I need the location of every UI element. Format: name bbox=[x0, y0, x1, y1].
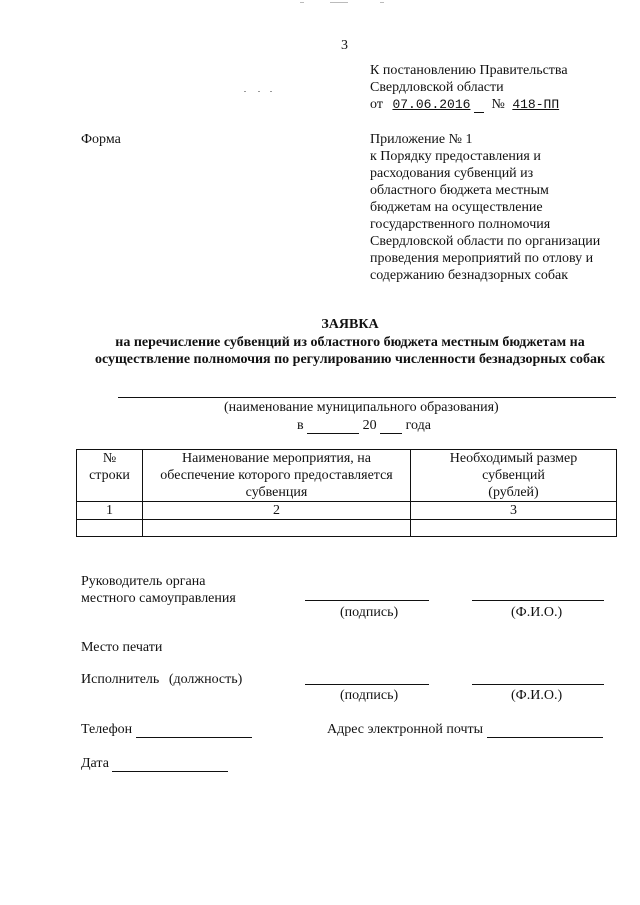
month-field[interactable] bbox=[307, 433, 359, 434]
table-row bbox=[77, 520, 617, 537]
decree-from-label: от bbox=[370, 97, 383, 112]
executor-line bbox=[81, 671, 242, 688]
table-cell[interactable] bbox=[411, 520, 617, 537]
appendix-block bbox=[370, 131, 600, 284]
executor-signature-field[interactable] bbox=[305, 684, 429, 685]
subsidy-table bbox=[76, 449, 617, 537]
header-text: № bbox=[102, 451, 117, 466]
head-name-field[interactable] bbox=[472, 600, 604, 601]
page-number: 3 bbox=[341, 38, 348, 53]
date-underline bbox=[474, 112, 484, 113]
signature-caption: (подпись) bbox=[340, 688, 399, 703]
decree-date: 07.06.2016 bbox=[392, 97, 471, 112]
decree-reference bbox=[370, 62, 568, 113]
phone-field[interactable] bbox=[136, 737, 252, 738]
appendix-line: к Порядку предоставления и bbox=[370, 149, 541, 164]
appendix-line: содержанию безнадзорных собак bbox=[370, 268, 569, 283]
year-line bbox=[297, 417, 431, 434]
name-caption: (Ф.И.О.) bbox=[511, 688, 563, 703]
header-text: субвенций bbox=[482, 468, 545, 483]
year-suffix: года bbox=[405, 418, 431, 433]
appendix-line: государственного полномочия bbox=[370, 217, 551, 232]
header-text: Необходимый размер bbox=[449, 451, 578, 466]
phone-line bbox=[81, 721, 252, 738]
header-text: Наименование мероприятия, на bbox=[182, 451, 371, 466]
seal-label: Место печати bbox=[81, 640, 163, 655]
decree-number: 418-ПП bbox=[512, 97, 560, 112]
email-field[interactable] bbox=[487, 737, 603, 738]
executor-label: Исполнитель bbox=[81, 672, 160, 687]
appendix-line: проведения мероприятий по отлову и bbox=[370, 251, 594, 266]
head-signature-field[interactable] bbox=[305, 600, 429, 601]
date-line bbox=[81, 755, 228, 772]
table-cell[interactable] bbox=[143, 520, 411, 537]
document-subtitle-1: на перечисление субвенций из областного бюджета местным бюджетам на bbox=[115, 335, 585, 350]
appendix-line: Свердловской области по организации bbox=[370, 234, 601, 249]
year-prefix: в bbox=[297, 418, 304, 433]
table-cell[interactable] bbox=[77, 520, 143, 537]
appendix-title: Приложение № 1 bbox=[370, 132, 473, 147]
column-number: 2 bbox=[143, 502, 411, 520]
decree-line-2: Свердловской области bbox=[370, 80, 504, 95]
document-title: ЗАЯВКА bbox=[321, 317, 379, 332]
column-number-row bbox=[77, 502, 617, 520]
municipality-caption: (наименование муниципального образования) bbox=[224, 400, 499, 415]
decree-line-1: К постановлению Правительства bbox=[370, 63, 568, 78]
header-activity bbox=[143, 450, 411, 502]
document-subtitle-2: осуществление полномочия по регулированию численности безнадзорных собак bbox=[94, 352, 606, 367]
executor-position: (должность) bbox=[168, 672, 243, 687]
header-text: строки bbox=[89, 468, 130, 483]
year-field[interactable] bbox=[380, 433, 402, 434]
appendix-line: бюджетам на осуществление bbox=[370, 200, 543, 215]
form-label: Форма bbox=[81, 132, 121, 147]
date-label: Дата bbox=[81, 756, 109, 771]
header-amount bbox=[411, 450, 617, 502]
email-label: Адрес электронной почты bbox=[327, 722, 484, 737]
decree-date-line bbox=[370, 96, 568, 113]
year-middle: 20 bbox=[362, 418, 377, 433]
signature-caption: (подпись) bbox=[340, 605, 399, 620]
municipality-name-field[interactable] bbox=[118, 397, 616, 398]
column-number: 3 bbox=[411, 502, 617, 520]
executor-name-field[interactable] bbox=[472, 684, 604, 685]
scan-artifact bbox=[290, 0, 390, 6]
header-text: субвенция bbox=[245, 485, 308, 500]
email-line bbox=[327, 721, 603, 738]
header-text: обеспечение которого предоставляется bbox=[160, 468, 393, 483]
phone-label: Телефон bbox=[81, 722, 133, 737]
head-title bbox=[81, 573, 236, 607]
head-title-line-2: местного самоуправления bbox=[81, 591, 236, 606]
scan-artifact bbox=[244, 91, 274, 93]
date-field[interactable] bbox=[112, 771, 228, 772]
head-title-line-1: Руководитель органа bbox=[81, 574, 206, 589]
table-header-row bbox=[77, 450, 617, 502]
column-number: 1 bbox=[77, 502, 143, 520]
appendix-line: областного бюджета местным bbox=[370, 183, 549, 198]
appendix-line: расходования субвенций из bbox=[370, 166, 534, 181]
header-row-number bbox=[77, 450, 143, 502]
header-text: (рублей) bbox=[488, 485, 539, 500]
decree-number-sign: № bbox=[491, 97, 505, 112]
name-caption: (Ф.И.О.) bbox=[511, 605, 563, 620]
